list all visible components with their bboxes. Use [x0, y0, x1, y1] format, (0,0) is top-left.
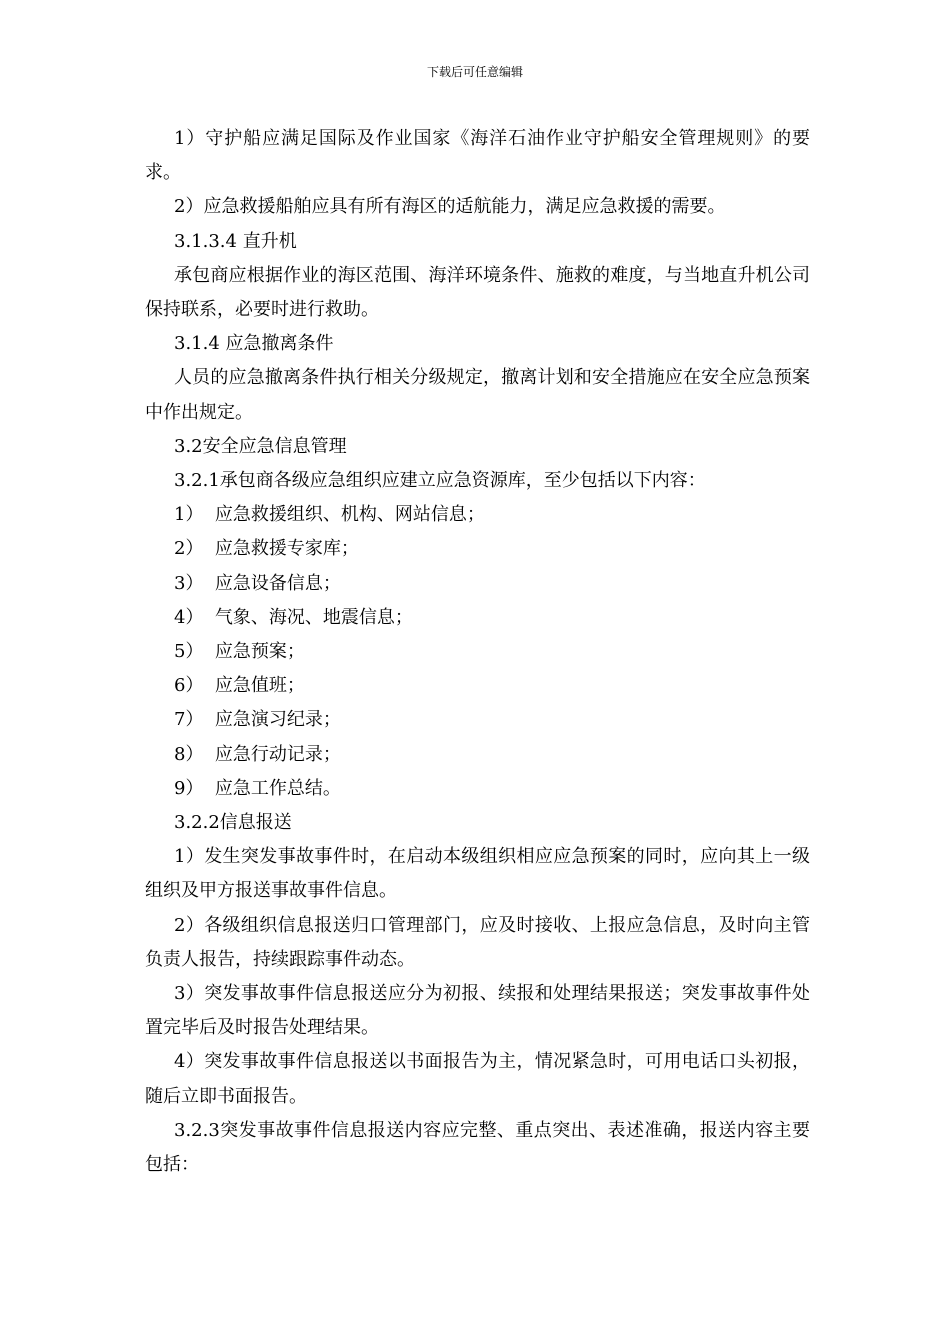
- list-item: 1） 应急救援组织、机构、网站信息；: [174, 504, 485, 526]
- paragraph-resource-library: 3.2.1承包商各级应急组织应建立应急资源库，至少包括以下内容：: [174, 470, 706, 492]
- heading-helicopter: 3.1.3.4 直升机: [174, 230, 297, 252]
- paragraph-rescue-vessel: 2）应急救援船舶应具有所有海区的适航能力，满足应急救援的需要。: [174, 196, 726, 218]
- heading-evacuation: 3.1.4 应急撤离条件: [174, 333, 334, 355]
- list-item: 7） 应急演习纪录；: [174, 709, 341, 731]
- heading-info-reporting: 3.2.2信息报送: [174, 812, 292, 834]
- list-item: 9） 应急工作总结。: [174, 777, 341, 799]
- list-item: 8） 应急行动记录；: [174, 743, 341, 765]
- paragraph-report-content: 3.2.3突发事故事件信息报送内容应完整、重点突出、表述准确，报送内容主要包括：: [145, 1119, 810, 1176]
- paragraph-reporting-4: 4）突发事故事件信息报送以书面报告为主，情况紧急时，可用电话口头初报，随后立即书面报告。: [145, 1051, 810, 1107]
- list-item: 5） 应急预案；: [174, 641, 305, 663]
- paragraph-evacuation: 人员的应急撤离条件执行相关分级规定，撤离计划和安全措施应在安全应急预案中作出规定。: [145, 367, 810, 423]
- paragraph-reporting-2: 2）各级组织信息报送归口管理部门，应及时接收、上报应急信息，及时向主管负责人报告，持续跟踪事件动态。: [145, 914, 810, 970]
- paragraph-reporting-3: 3）突发事故事件信息报送应分为初报、续报和处理结果报送；突发事故事件处置完毕后及时报告处理结果。: [145, 983, 810, 1039]
- list-item: 2） 应急救援专家库；: [174, 538, 359, 560]
- page-header: 下载后可任意编辑: [426, 65, 523, 79]
- paragraph-guard-vessel: 1）守护船应满足国际及作业国家《海洋石油作业守护船安全管理规则》的要求。: [145, 128, 810, 184]
- paragraph-reporting-1: 1）发生突发事故事件时，在启动本级组织相应应急预案的同时，应向其上一级组织及甲方报送事故事件信息。: [145, 846, 810, 902]
- heading-info-management: 3.2安全应急信息管理: [174, 435, 347, 457]
- document-body: [145, 122, 810, 1182]
- list-item: 3） 应急设备信息；: [174, 572, 341, 594]
- list-item: 6） 应急值班；: [174, 675, 305, 697]
- paragraph-helicopter: 承包商应根据作业的海区范围、海洋环境条件、施救的难度，与当地直升机公司保持联系，必要时进行救助。: [145, 264, 810, 321]
- list-item: 4） 气象、海况、地震信息；: [174, 606, 413, 628]
